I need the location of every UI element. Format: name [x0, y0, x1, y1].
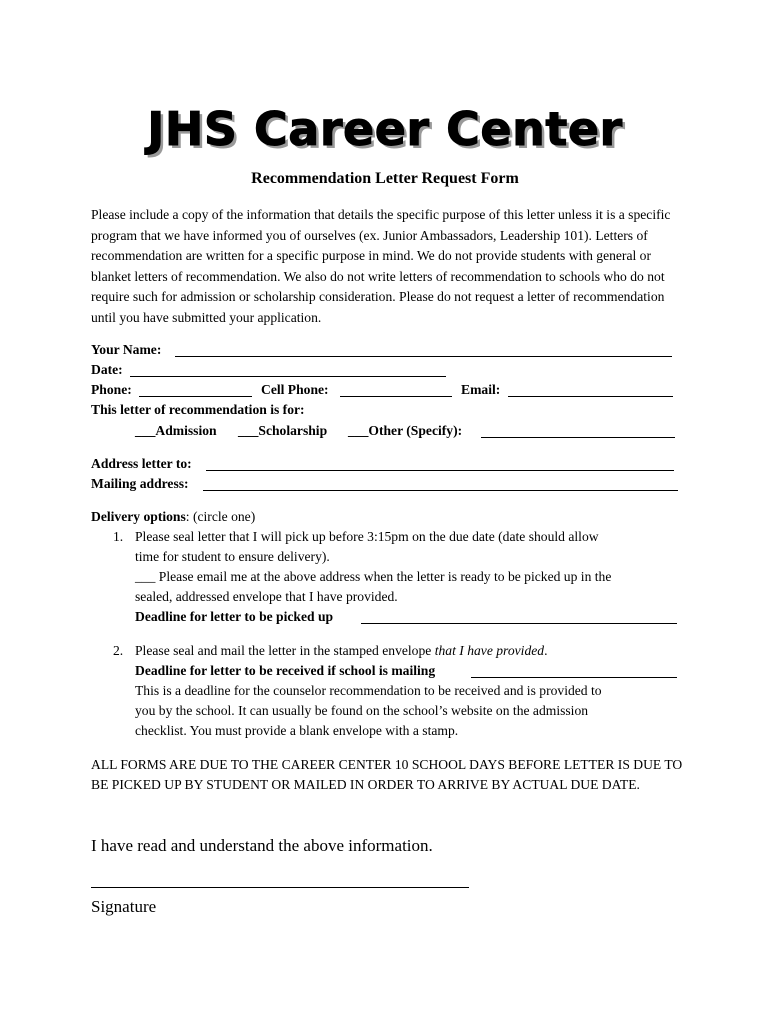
- form-title: Recommendation Letter Request Form: [251, 170, 519, 187]
- option-2-text: Please seal and mail the letter in the stamped envelope: [135, 643, 435, 658]
- letter-for-label: This letter of recommendation is for:: [91, 402, 305, 417]
- option-1-line-2: time for student to ensure delivery).: [135, 549, 330, 564]
- option-1-line-4: sealed, addressed envelope that I have provided.: [135, 589, 398, 604]
- signature-field[interactable]: [91, 887, 469, 888]
- scholarship-option[interactable]: ___Scholarship: [238, 423, 328, 438]
- delivery-options-heading: [91, 509, 255, 525]
- option-1-line-3: ___ Please email me at the above address when the letter is ready to be picked up in the: [135, 569, 612, 584]
- option-2-line-5: checklist. You must provide a blank envelope with a stamp.: [135, 723, 459, 738]
- option-1-line-1: Please seal letter that I will pick up before 3:15pm on the due date (date should allow: [135, 529, 599, 544]
- pickup-deadline-label: Deadline for letter to be picked up: [135, 609, 334, 624]
- mailing-address-label: Mailing address:: [91, 476, 189, 491]
- mailing-deadline-label: Deadline for letter to be received if school is mailing: [135, 663, 436, 678]
- option-2-period: .: [544, 643, 548, 658]
- phone-field[interactable]: [139, 383, 252, 397]
- email-field[interactable]: [508, 383, 673, 397]
- delivery-options-hint: : (circle one): [185, 509, 256, 524]
- intro-paragraph: Please include a copy of the information that details the specific purpose of this letter unless it is a specific program that we have informed you of ourselves (ex. Junior Ambassadors, Leadership 101). Letters of recommendation are written for a specific purpose in mind. We do not provide students with general or blanket letters of recommendation. We also do not write letters of recommendation to schools who do not require such for admission or scholarship consideration. Please do not request a letter of recommendation until you have submitted your application.: [91, 207, 671, 325]
- option-2-line-4: you by the school. It can usually be found on the school’s website on the admission: [135, 703, 589, 718]
- date-label: Date:: [91, 362, 123, 377]
- phone-label: Phone:: [91, 382, 132, 397]
- your-name-field[interactable]: [175, 343, 672, 357]
- date-field[interactable]: [130, 363, 446, 377]
- due-date-notice: ALL FORMS ARE DUE TO THE CAREER CENTER 10 SCHOOL DAYS BEFORE LETTER IS DUE TO BE PICKED UP BY STUDENT OR MAILED IN ORDER TO ARRIVE BY ACTUAL DUE DATE.: [91, 757, 683, 792]
- option-2-line-3: This is a deadline for the counselor recommendation to be received and is provided to: [135, 683, 602, 698]
- option-1-number: 1.: [113, 529, 124, 544]
- admission-option[interactable]: ___Admission: [135, 423, 217, 438]
- address-letter-to-label: Address letter to:: [91, 456, 192, 471]
- mailing-address-field[interactable]: [203, 477, 678, 491]
- cell-phone-field[interactable]: [340, 383, 452, 397]
- mailing-deadline-field[interactable]: [471, 664, 677, 678]
- option-2-number: 2.: [113, 643, 124, 658]
- delivery-options-label: Delivery options: [91, 509, 186, 524]
- your-name-label: Your Name:: [91, 342, 162, 357]
- address-letter-to-field[interactable]: [206, 457, 674, 471]
- option-2-line-1: [135, 643, 547, 659]
- email-label: Email:: [461, 382, 501, 397]
- signature-label: Signature: [91, 897, 157, 916]
- other-option[interactable]: ___Other (Specify):: [348, 423, 463, 438]
- option-2-emphasis: that I have provided: [434, 643, 545, 658]
- career-center-logo: JHS Career Center: [147, 102, 623, 156]
- cell-phone-label: Cell Phone:: [261, 382, 329, 397]
- acknowledgement-text: I have read and understand the above information.: [91, 836, 433, 855]
- other-specify-field[interactable]: [481, 424, 675, 438]
- pickup-deadline-field[interactable]: [361, 610, 677, 624]
